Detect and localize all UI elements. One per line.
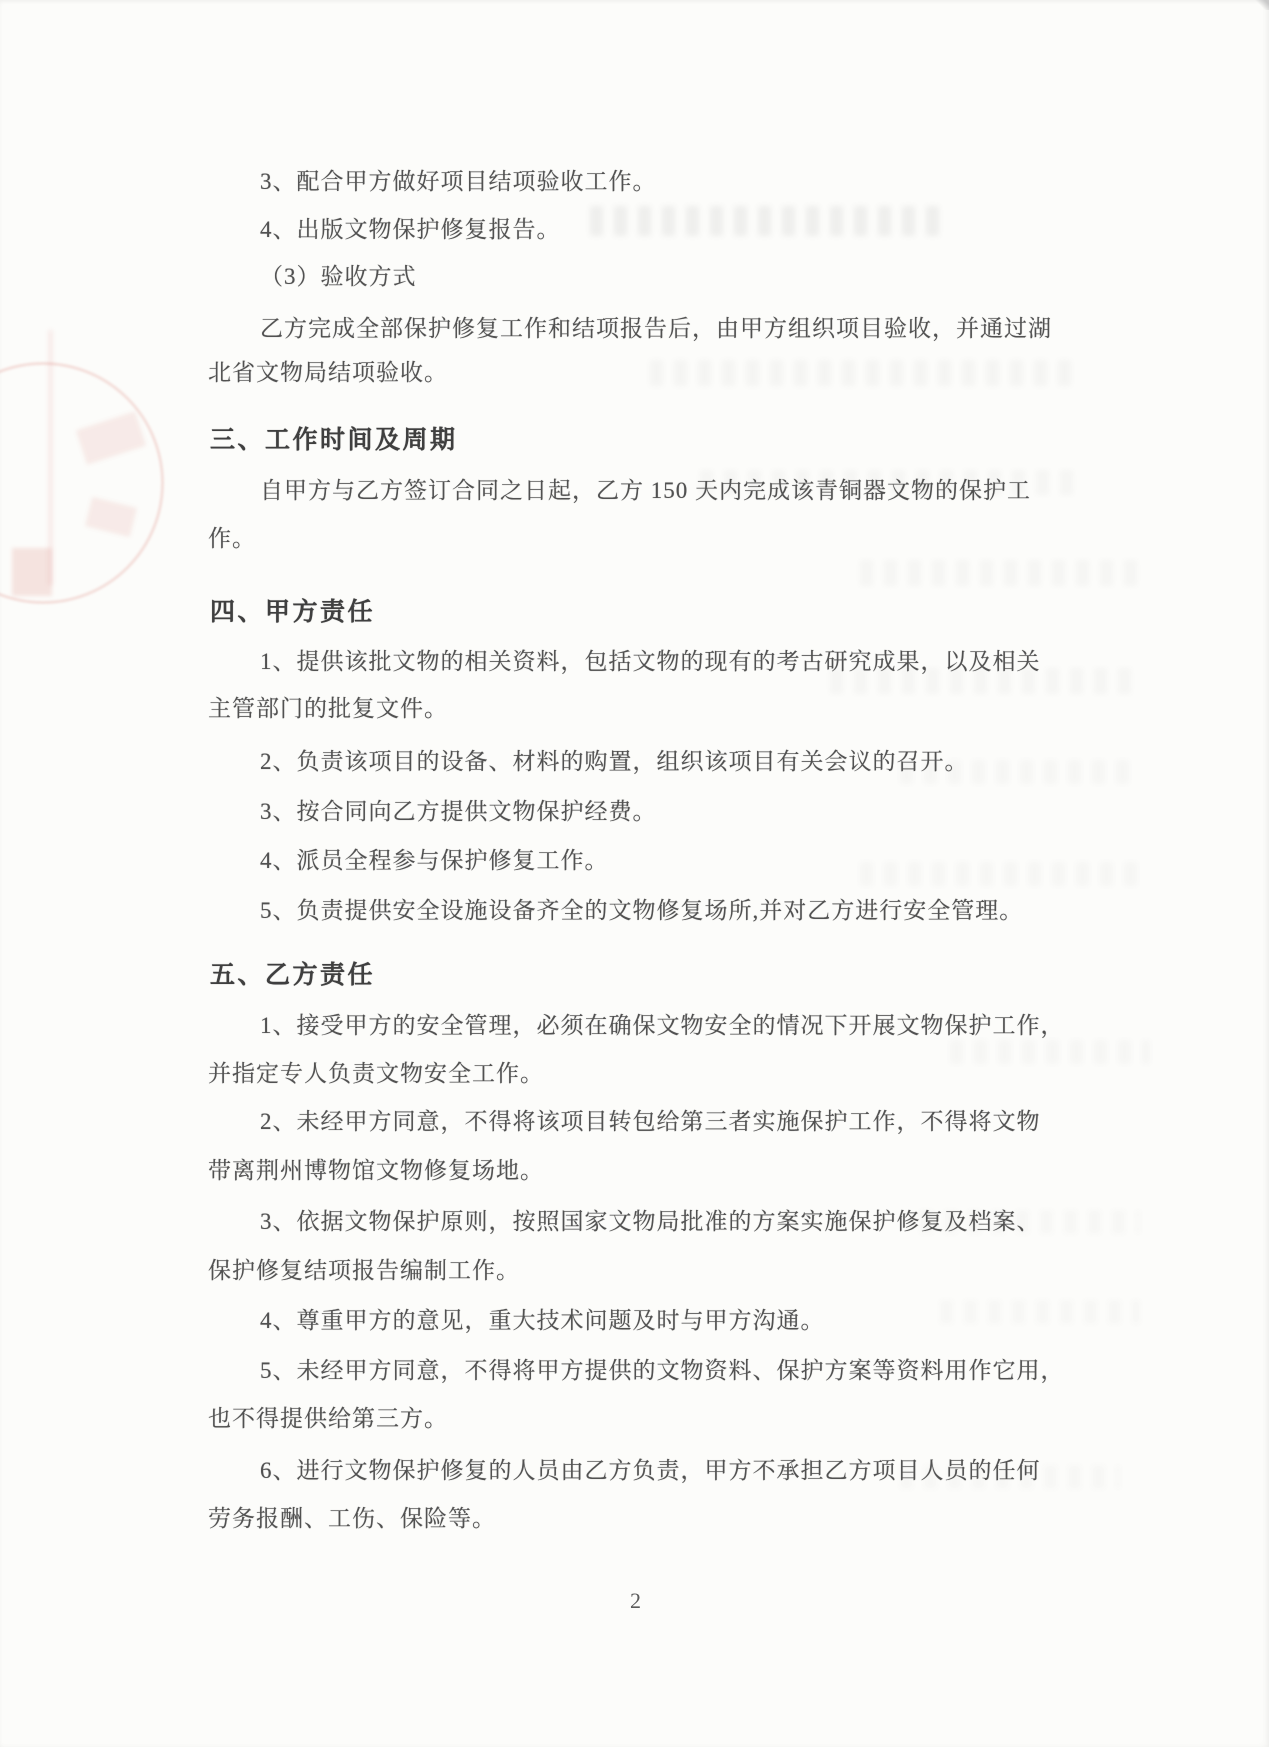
doc-line: 并指定专人负责文物安全工作。 [208, 1061, 544, 1086]
red-seal-stamp [48, 330, 53, 585]
bleedthrough-artifact [860, 560, 1140, 586]
doc-line: 北省文物局结项验收。 [208, 360, 448, 385]
doc-line: 主管部门的批复文件。 [208, 696, 448, 721]
bleedthrough-artifact [950, 1040, 1150, 1064]
bleedthrough-artifact [860, 862, 1140, 886]
doc-line: 带离荆州博物馆文物修复场地。 [208, 1158, 544, 1183]
doc-line: 劳务报酬、工伤、保险等。 [208, 1506, 496, 1531]
doc-line: 2、负责该项目的设备、材料的购置，组织该项目有关会议的召开。 [260, 749, 969, 774]
doc-line: 3、依据文物保护原则，按照国家文物局批准的方案实施保护修复及档案、 [260, 1209, 1041, 1234]
bleedthrough-artifact [590, 206, 950, 236]
bleedthrough-artifact [940, 1300, 1140, 1324]
doc-line: 5、未经甲方同意，不得将甲方提供的文物资料、保护方案等资料用作它用， [260, 1358, 1065, 1383]
page-number: 2 [630, 1588, 641, 1613]
doc-line: 4、尊重甲方的意见，重大技术问题及时与甲方沟通。 [260, 1308, 825, 1333]
doc-line: 乙方完成全部保护修复工作和结项报告后，由甲方组织项目验收，并通过湖 [260, 316, 1052, 341]
doc-line: 5、负责提供安全设施设备齐全的文物修复场所,并对乙方进行安全管理。 [260, 898, 1024, 923]
doc-line: 3、按合同向乙方提供文物保护经费。 [260, 799, 657, 824]
doc-line: 自甲方与乙方签订合同之日起，乙方 150 天内完成该青铜器文物的保护工 [260, 478, 1031, 503]
bleedthrough-artifact [650, 360, 1080, 386]
doc-line: 作。 [208, 526, 256, 551]
doc-line: 6、进行文物保护修复的人员由乙方负责，甲方不承担乙方项目人员的任何 [260, 1458, 1041, 1483]
doc-line: 1、提供该批文物的相关资料，包括文物的现有的考古研究成果，以及相关 [260, 649, 1041, 674]
doc-line: 2、未经甲方同意，不得将该项目转包给第三者实施保护工作，不得将文物 [260, 1109, 1041, 1134]
doc-line: 1、接受甲方的安全管理，必须在确保文物安全的情况下开展文物保护工作， [260, 1013, 1065, 1038]
red-seal-stamp [12, 548, 52, 596]
doc-line: 也不得提供给第三方。 [208, 1406, 448, 1431]
doc-line: 保护修复结项报告编制工作。 [208, 1258, 520, 1283]
section-heading-work-period: 三、工作时间及周期 [210, 426, 458, 454]
section-heading-party-b-duties: 五、乙方责任 [210, 961, 376, 989]
doc-line: 3、配合甲方做好项目结项验收工作。 [260, 169, 657, 194]
doc-line: 4、派员全程参与保护修复工作。 [260, 848, 609, 873]
section-heading-party-a-duties: 四、甲方责任 [210, 598, 376, 626]
doc-line: （3）验收方式 [260, 264, 417, 289]
doc-line: 4、出版文物保护修复报告。 [260, 217, 561, 242]
scan-corner-artifact [1255, 0, 1269, 10]
